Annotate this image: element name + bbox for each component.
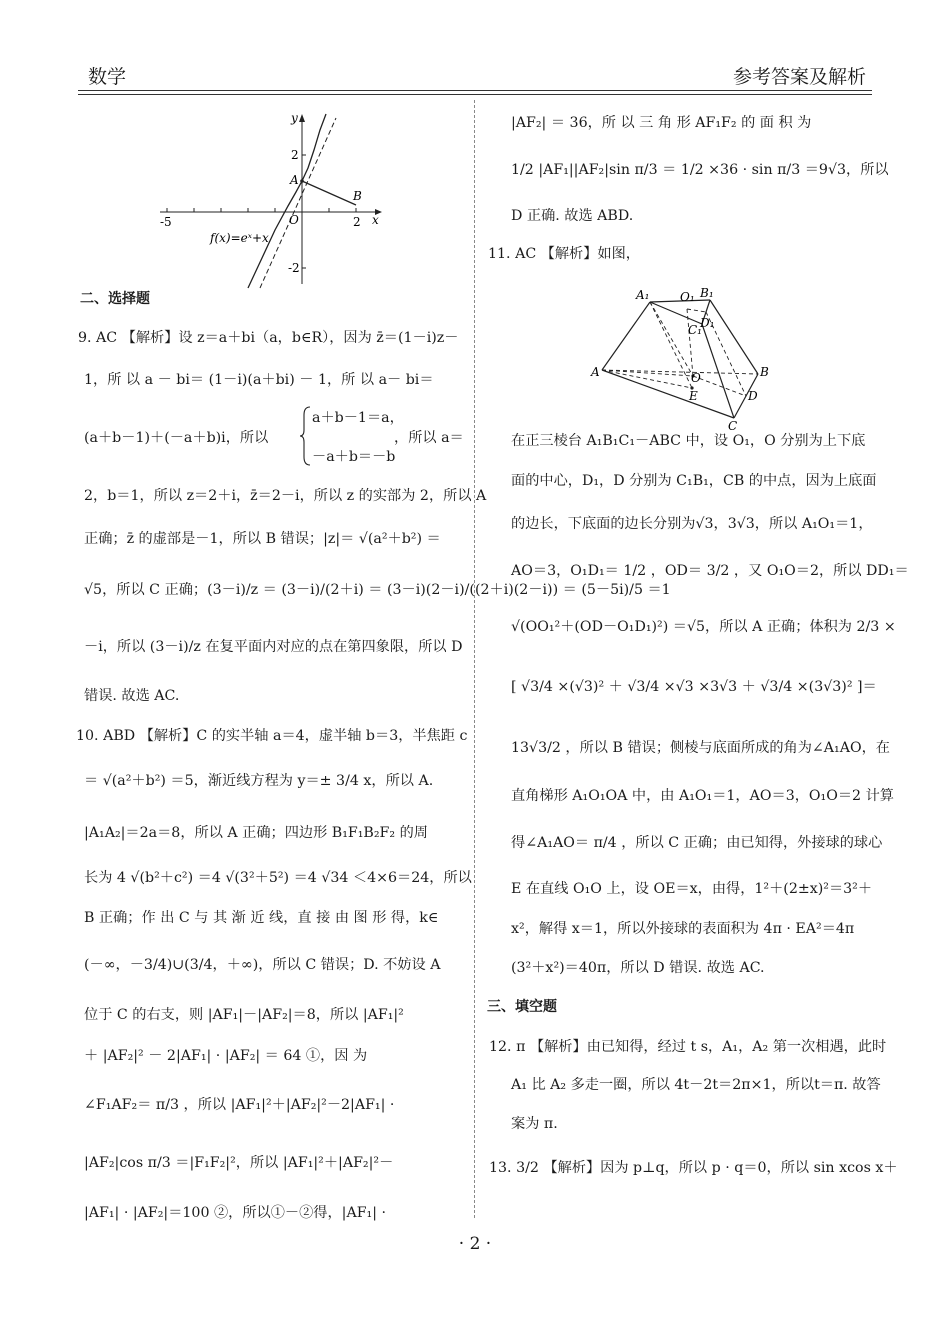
text-line: ＝ √(a²＋b²) ＝5，渐近线方程为 y＝± 3/4 x，所以 A. [84, 773, 434, 789]
tick-y-neg2: -2 [288, 261, 300, 275]
text-line: D 正确. 故选 ABD. [511, 208, 634, 224]
label-d1: D₁ [700, 316, 715, 330]
function-label: f(x)=eˣ+x [210, 231, 269, 245]
text-line: 长为 4 √(b²＋c²) ＝4 √(3²＋5²) ＝4 √34 ＜4×6＝24，所以 [84, 870, 472, 886]
text-line: [ √3/4 ×(√3)² ＋ √3/4 ×√3 ×3√3 ＋ √3/4 ×(3√3)² ]＝ [511, 679, 877, 695]
text-line: 13. 3/2 【解析】因为 p⊥q，所以 p · q＝0，所以 sin xcos x＋ [489, 1160, 898, 1176]
tick-y-2: 2 [291, 148, 299, 162]
text-line: |AF₂| ＝ 36，所 以 三 角 形 AF₁F₂ 的 面 积 为 [511, 115, 812, 131]
equation-line: a＋b－1＝a， [312, 410, 404, 426]
label-b: B [760, 365, 769, 379]
text-line: 的边长，下底面的边长分别为√3，3√3，所以 A₁O₁＝1， [511, 516, 873, 532]
text-line: A₁ 比 A₂ 多走一圈，所以 4t－2t＝2π×1，所以t＝π. 故答 [511, 1077, 881, 1093]
text-line: 面的中心，D₁，D 分别为 C₁B₁，CB 的中点，因为上底面 [511, 473, 877, 489]
page-number: · 2 · [458, 1234, 492, 1254]
text-line: 得∠A₁AO＝ π/4 ，所以 C 正确；由已知得，外接球的球心 [511, 835, 883, 851]
function-graph [150, 108, 390, 290]
text-line: (3²＋x²)＝40π，所以 D 错误. 故选 AC. [511, 960, 765, 976]
text-line: 错误. 故选 AC. [84, 688, 180, 704]
label-d: D [748, 389, 758, 403]
text-line: －i，所以 (3－i)/z 在复平面内对应的点在第四象限，所以 D [84, 639, 463, 655]
frustum-figure [588, 284, 778, 432]
text-line: 9. AC 【解析】设 z＝a＋bi（a，b∈R），因为 z̄＝(1－i)z－ [78, 330, 459, 346]
header-rule-thin [78, 94, 872, 95]
text-line: √(OO₁²＋(OD－O₁D₁)²) ＝√5，所以 A 正确；体积为 2/3 × [511, 619, 896, 635]
text-line: (－∞，－3/4)∪(3/4，＋∞)，所以 C 错误；D. 不妨设 A [84, 957, 441, 973]
text-line: 正确；z̄ 的虚部是－1，所以 B 错误；|z|＝ √(a²＋b²) ＝ [84, 531, 441, 547]
text-line: AO＝3，O₁D₁＝ 1/2 ，OD＝ 3/2 ，又 O₁O＝2，所以 DD₁＝ [511, 563, 909, 579]
section-heading-fill: 三、填空题 [487, 999, 557, 1015]
column-divider [474, 100, 475, 1218]
label-b1: B₁ [700, 286, 714, 300]
text-line: |AF₂|cos π/3 ＝|F₁F₂|²，所以 |AF₁|²＋|AF₂|²－ [84, 1155, 394, 1171]
text-line: 2，b＝1，所以 z＝2＋i，z̄＝2－i，所以 z 的实部为 2，所以 A [84, 488, 487, 504]
text-line: B 正确；作 出 C 与 其 渐 近 线，直 接 由 图 形 得，k∈ [84, 910, 439, 926]
section-heading-choice: 二、选择题 [80, 291, 150, 307]
header-rule-thick [78, 90, 872, 91]
text-line: |A₁A₂|＝2a＝8，所以 A 正确；四边形 B₁F₁B₂F₂ 的周 [84, 825, 428, 841]
text-line: ＋ |AF₂|² － 2|AF₁| · |AF₂| ＝ 64 ①，因 为 [84, 1048, 368, 1064]
system-brace [300, 405, 312, 467]
label-c1: C₁ [688, 323, 702, 337]
equation-line: －a＋b＝－b [312, 449, 396, 465]
subject-label: 数学 [88, 66, 127, 88]
label-o: O [691, 371, 701, 385]
tick-x-neg5: -5 [160, 215, 172, 229]
label-o1: O₁ [680, 290, 695, 304]
point-b-label: B [353, 189, 362, 203]
text-line: ，所以 a＝ [394, 430, 464, 446]
text-line: √5，所以 C 正确；(3－i)/z ＝ (3－i)/(2＋i) ＝ (3－i)(2－i)/((2＋i)(2－i)) ＝ (5－5i)/5 ＝1 [84, 582, 671, 598]
text-line: 1，所 以 a － bi＝ (1－i)(a＋bi) － 1，所 以 a－ bi＝ [84, 372, 434, 388]
text-line: 12. π 【解析】由已知得，经过 t s，A₁，A₂ 第一次相遇，此时 [489, 1039, 887, 1055]
text-line: 位于 C 的右支，则 |AF₁|－|AF₂|＝8，所以 |AF₁|² [84, 1007, 404, 1023]
label-a: A [591, 365, 600, 379]
label-c: C [728, 419, 738, 432]
text-line: 11. AC 【解析】如图， [488, 246, 640, 262]
text-line: 在正三棱台 A₁B₁C₁－ABC 中，设 O₁，O 分别为上下底 [511, 433, 866, 449]
text-line: (a＋b－1)＋(－a＋b)i，所以 [84, 430, 269, 446]
origin-label: O [289, 213, 299, 227]
text-line: x²，解得 x＝1，所以外接球的表面积为 4π · EA²＝4π [511, 921, 855, 937]
tick-x-2: 2 [353, 215, 361, 229]
text-line: ∠F₁AF₂＝ π/3 ，所以 |AF₁|²＋|AF₂|²－2|AF₁| · [84, 1097, 395, 1113]
label-e: E [689, 389, 698, 403]
text-line: 13√3/2 ，所以 B 错误；侧棱与底面所成的角为∠A₁AO，在 [511, 740, 890, 756]
text-line: 直角梯形 A₁O₁OA 中，由 A₁O₁＝1，AO＝3，O₁O＝2 计算 [511, 788, 894, 804]
header-title: 参考答案及解析 [732, 66, 866, 88]
text-line: |AF₁| · |AF₂|＝100 ②，所以①－②得，|AF₁| · [84, 1205, 387, 1221]
text-line: 案为 π. [511, 1116, 558, 1132]
text-line: 10. ABD 【解析】C 的实半轴 a＝4，虚半轴 b＝3，半焦距 c [76, 728, 468, 744]
axis-x-label: x [372, 213, 379, 227]
text-line: 1/2 |AF₁||AF₂|sin π/3 ＝ 1/2 ×36 · sin π/3 ＝9√3，所以 [511, 162, 889, 178]
axis-y-label: y [291, 111, 298, 125]
label-a1: A₁ [636, 288, 650, 302]
text-line: E 在直线 O₁O 上，设 OE＝x，由得，1²＋(2±x)²＝3²＋ [511, 881, 873, 897]
point-a-label: A [290, 173, 299, 187]
